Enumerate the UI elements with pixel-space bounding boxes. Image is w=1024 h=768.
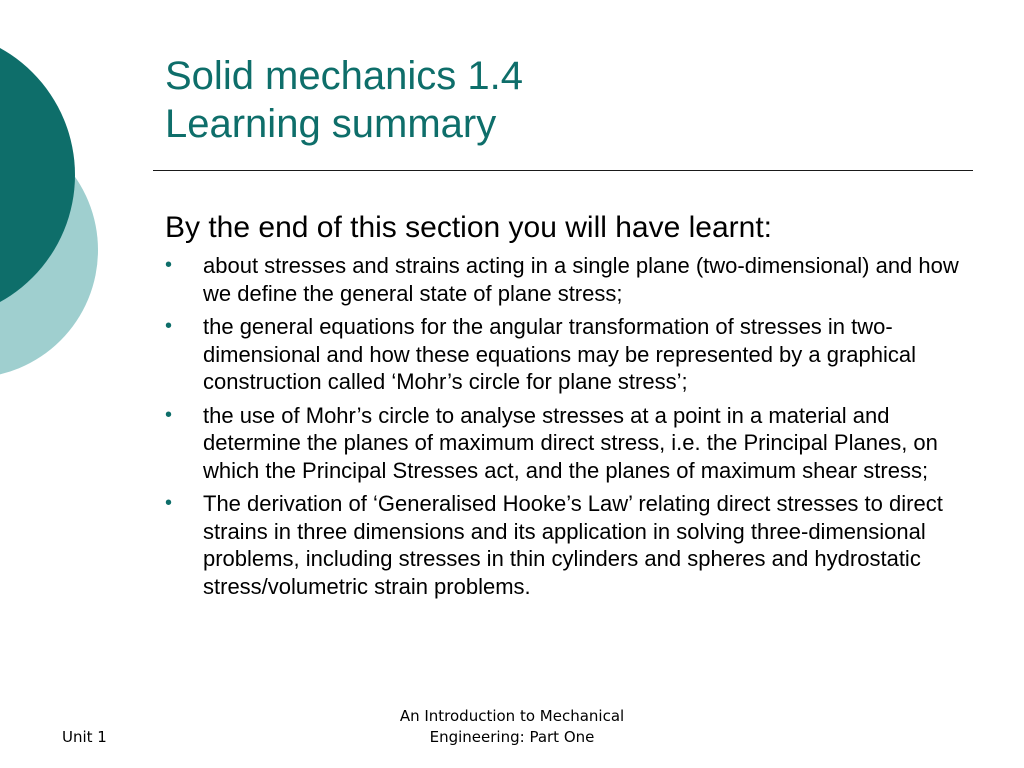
list-item [165,313,965,396]
footer-course-title [362,706,662,748]
slide-title [165,52,523,148]
list-item-text: The derivation of ‘Generalised Hooke’s Law’ relating direct stresses to direct strains in three dimensions and its application in solving three-dimensional problems, including stresses in thin cylinders and spheres and hydrostatic stress/volumetric strain problems. [203,491,943,599]
list-item-text: the use of Mohr’s circle to analyse stresses at a point in a material and determine the planes of maximum direct stress, i.e. the Principal Planes, on which the Principal Stresses act, and the planes of maximum shear stress; [203,402,938,483]
list-item [165,252,965,307]
footer-course-title-line-2: Engineering: Part One [429,728,595,746]
bullet-icon: • [165,492,173,514]
bullet-icon: • [165,403,173,426]
list-item [165,402,965,485]
footer-course-title-line-1: An Introduction to Mechanical [399,707,625,725]
summary-list [165,252,965,606]
list-item-text: about stresses and strains acting in a single plane (two-dimensional) and how we define the general state of plane stress; [203,253,959,306]
footer-unit-label: Unit 1 [62,728,107,746]
bullet-icon: • [165,254,173,276]
list-item [165,490,965,600]
list-item-text: the general equations for the angular transformation of stresses in two-dimensional and how these equations may be represented by a graphical construction called ‘Mohr’s circle for plane stress’; [203,314,917,394]
bullet-icon: • [165,315,173,337]
decorative-circles [0,0,140,420]
title-divider [153,170,973,171]
slide-title-line-1: Solid mechanics 1.4 [165,54,523,98]
intro-text: By the end of this section you will have learnt: [165,211,773,244]
slide-title-line-2: Learning summary [165,102,497,146]
